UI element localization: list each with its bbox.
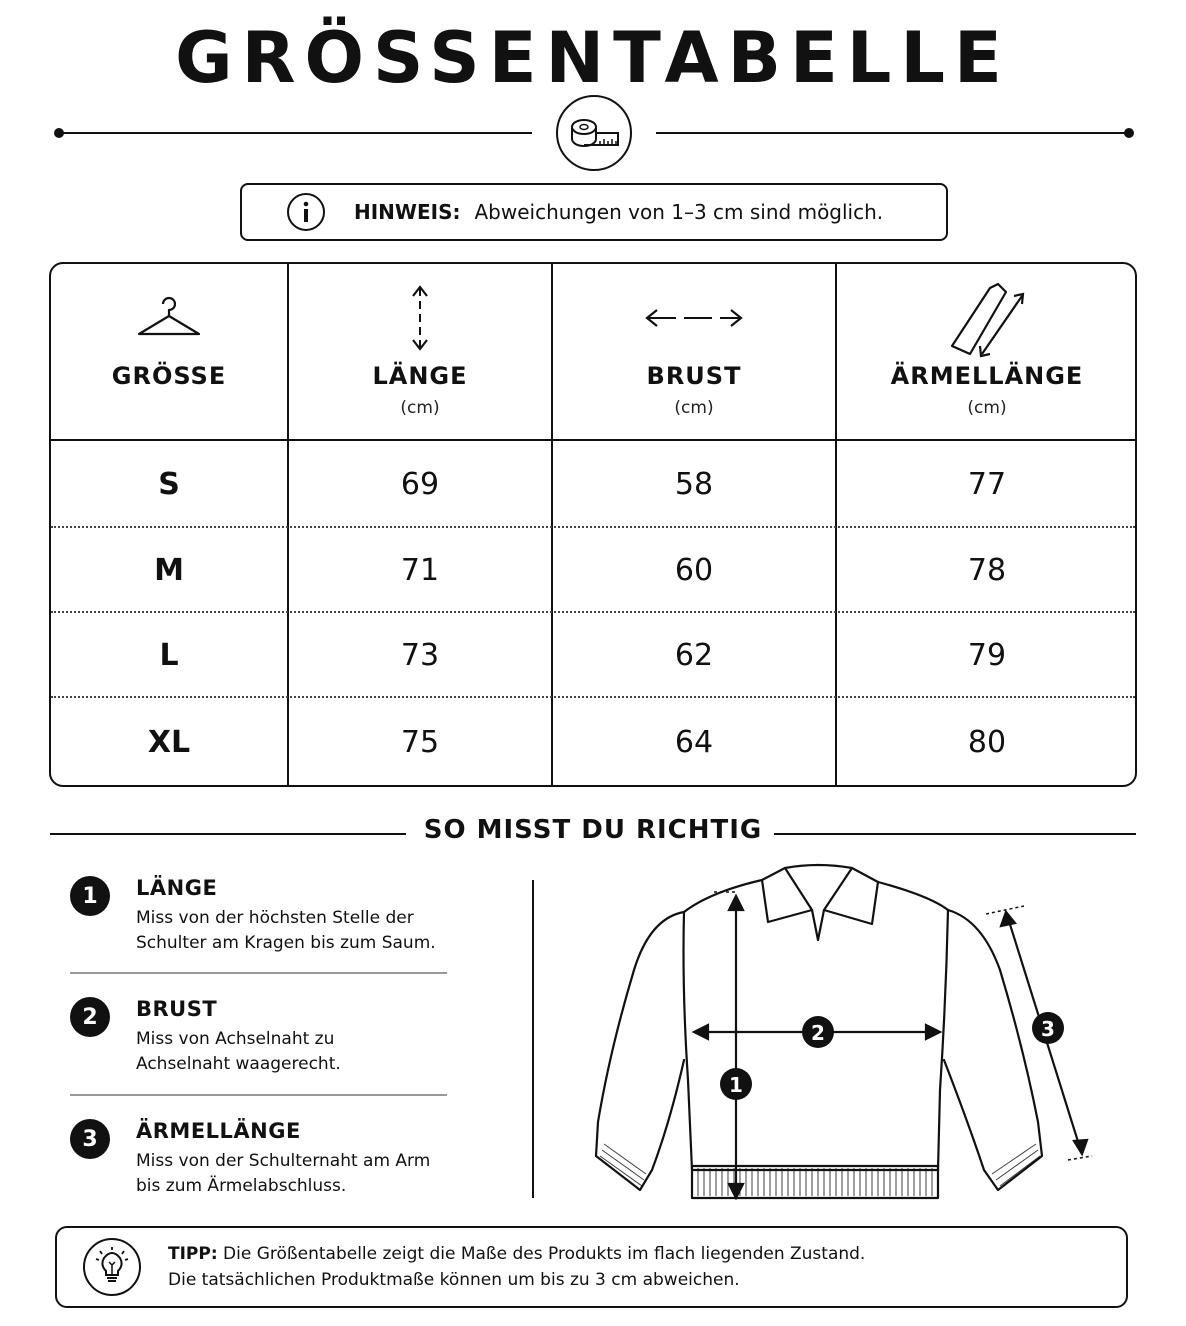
step-title: ÄRMELLÄNGE xyxy=(136,1119,301,1143)
size-cell: XL xyxy=(147,725,191,760)
brust-cell: 64 xyxy=(674,725,714,760)
step-text-line: Schulter am Kragen bis zum Saum. xyxy=(136,933,436,953)
step-divider xyxy=(70,972,447,974)
step-divider xyxy=(70,1094,447,1096)
step-text-line: bis zum Ärmelabschluss. xyxy=(136,1176,347,1196)
step-text xyxy=(136,1027,476,1077)
aermel-cell: 77 xyxy=(967,466,1007,502)
lightbulb-badge xyxy=(83,1238,141,1296)
divider-dot-right xyxy=(1124,128,1134,138)
aermel-cell: 80 xyxy=(967,725,1007,760)
hint-box xyxy=(240,183,948,241)
divider-line-left xyxy=(60,132,532,134)
step-number: 3 xyxy=(70,1119,110,1159)
section-line-right xyxy=(774,833,1136,835)
diagram-label-3 xyxy=(1032,1012,1064,1044)
info-icon xyxy=(286,192,326,232)
tip-box xyxy=(55,1226,1128,1308)
header-laenge xyxy=(289,264,551,439)
size-cell: L xyxy=(159,637,179,673)
header-label: LÄNGE xyxy=(372,362,468,390)
aermel-cell: 79 xyxy=(967,637,1007,673)
table-row xyxy=(51,528,1135,612)
header-unit: (cm) xyxy=(967,398,1007,418)
sweater-collar xyxy=(762,880,878,940)
section-title: SO MISST DU RICHTIG xyxy=(423,815,763,845)
size-cell: M xyxy=(154,552,184,588)
hint-label: HINWEIS: xyxy=(354,200,461,224)
horizontal-arrow-icon xyxy=(644,306,744,330)
header-brust xyxy=(553,264,835,439)
step-title: LÄNGE xyxy=(136,876,218,900)
brust-cell: 62 xyxy=(674,637,714,673)
header-unit: (cm) xyxy=(674,398,714,418)
step-text xyxy=(136,906,476,956)
tape-measure-icon xyxy=(566,113,622,153)
header-size xyxy=(51,264,287,439)
svg-text:1: 1 xyxy=(729,1073,743,1097)
header-label: GRÖSSE xyxy=(111,362,227,390)
sleeve-icon xyxy=(942,278,1032,358)
header-label: BRUST xyxy=(646,362,742,390)
step-text xyxy=(136,1149,476,1199)
svg-text:2: 2 xyxy=(811,1021,825,1045)
hanger-icon xyxy=(135,294,203,342)
tape-measure-badge xyxy=(556,95,632,171)
page-title: GRÖSSENTABELLE xyxy=(175,17,1011,99)
header-aermel xyxy=(837,264,1137,439)
laenge-cell: 73 xyxy=(400,637,440,673)
sweater-right-sleeve xyxy=(944,910,1042,1190)
size-cell: S xyxy=(158,466,180,502)
aermel-cell: 78 xyxy=(967,552,1007,588)
size-table xyxy=(49,262,1137,787)
laenge-cell: 75 xyxy=(400,725,440,760)
tip-label: TIPP: xyxy=(168,1244,218,1264)
laenge-cell: 71 xyxy=(400,552,440,588)
hint-text: Abweichungen von 1–3 cm sind möglich. xyxy=(474,200,884,224)
svg-text:3: 3 xyxy=(1041,1017,1055,1041)
sweater-diagram xyxy=(580,860,1140,1210)
tip-text-line-2: Die tatsächlichen Produktmaße können um bis zu 3 cm abweichen. xyxy=(168,1270,740,1290)
header-label: ÄRMELLÄNGE xyxy=(890,362,1084,390)
step-title: BRUST xyxy=(136,997,218,1021)
header-unit: (cm) xyxy=(400,398,440,418)
brust-cell: 60 xyxy=(674,552,714,588)
table-row xyxy=(51,698,1135,787)
vertical-divider xyxy=(532,880,534,1198)
diagram-label-1 xyxy=(720,1068,752,1100)
diagram-label-2 xyxy=(802,1016,834,1048)
step-number: 2 xyxy=(70,997,110,1037)
step-text-line: Miss von Achselnaht zu xyxy=(136,1029,335,1049)
tip-text-line-1 xyxy=(168,1244,865,1264)
tip-text: Die Größentabelle zeigt die Maße des Produkts im flach liegenden Zustand. xyxy=(223,1244,866,1264)
table-row xyxy=(51,441,1135,527)
step-text-line: Miss von der Schulternaht am Arm xyxy=(136,1151,431,1171)
lightbulb-icon xyxy=(92,1247,132,1287)
table-row xyxy=(51,613,1135,697)
brust-cell: 58 xyxy=(674,466,714,502)
laenge-cell: 69 xyxy=(400,466,440,502)
step-text-line: Miss von der höchsten Stelle der xyxy=(136,908,414,928)
vertical-arrow-icon xyxy=(410,284,430,352)
divider-line-right xyxy=(656,132,1128,134)
step-number: 1 xyxy=(70,876,110,916)
step-text-line: Achselnaht waagerecht. xyxy=(136,1054,341,1074)
